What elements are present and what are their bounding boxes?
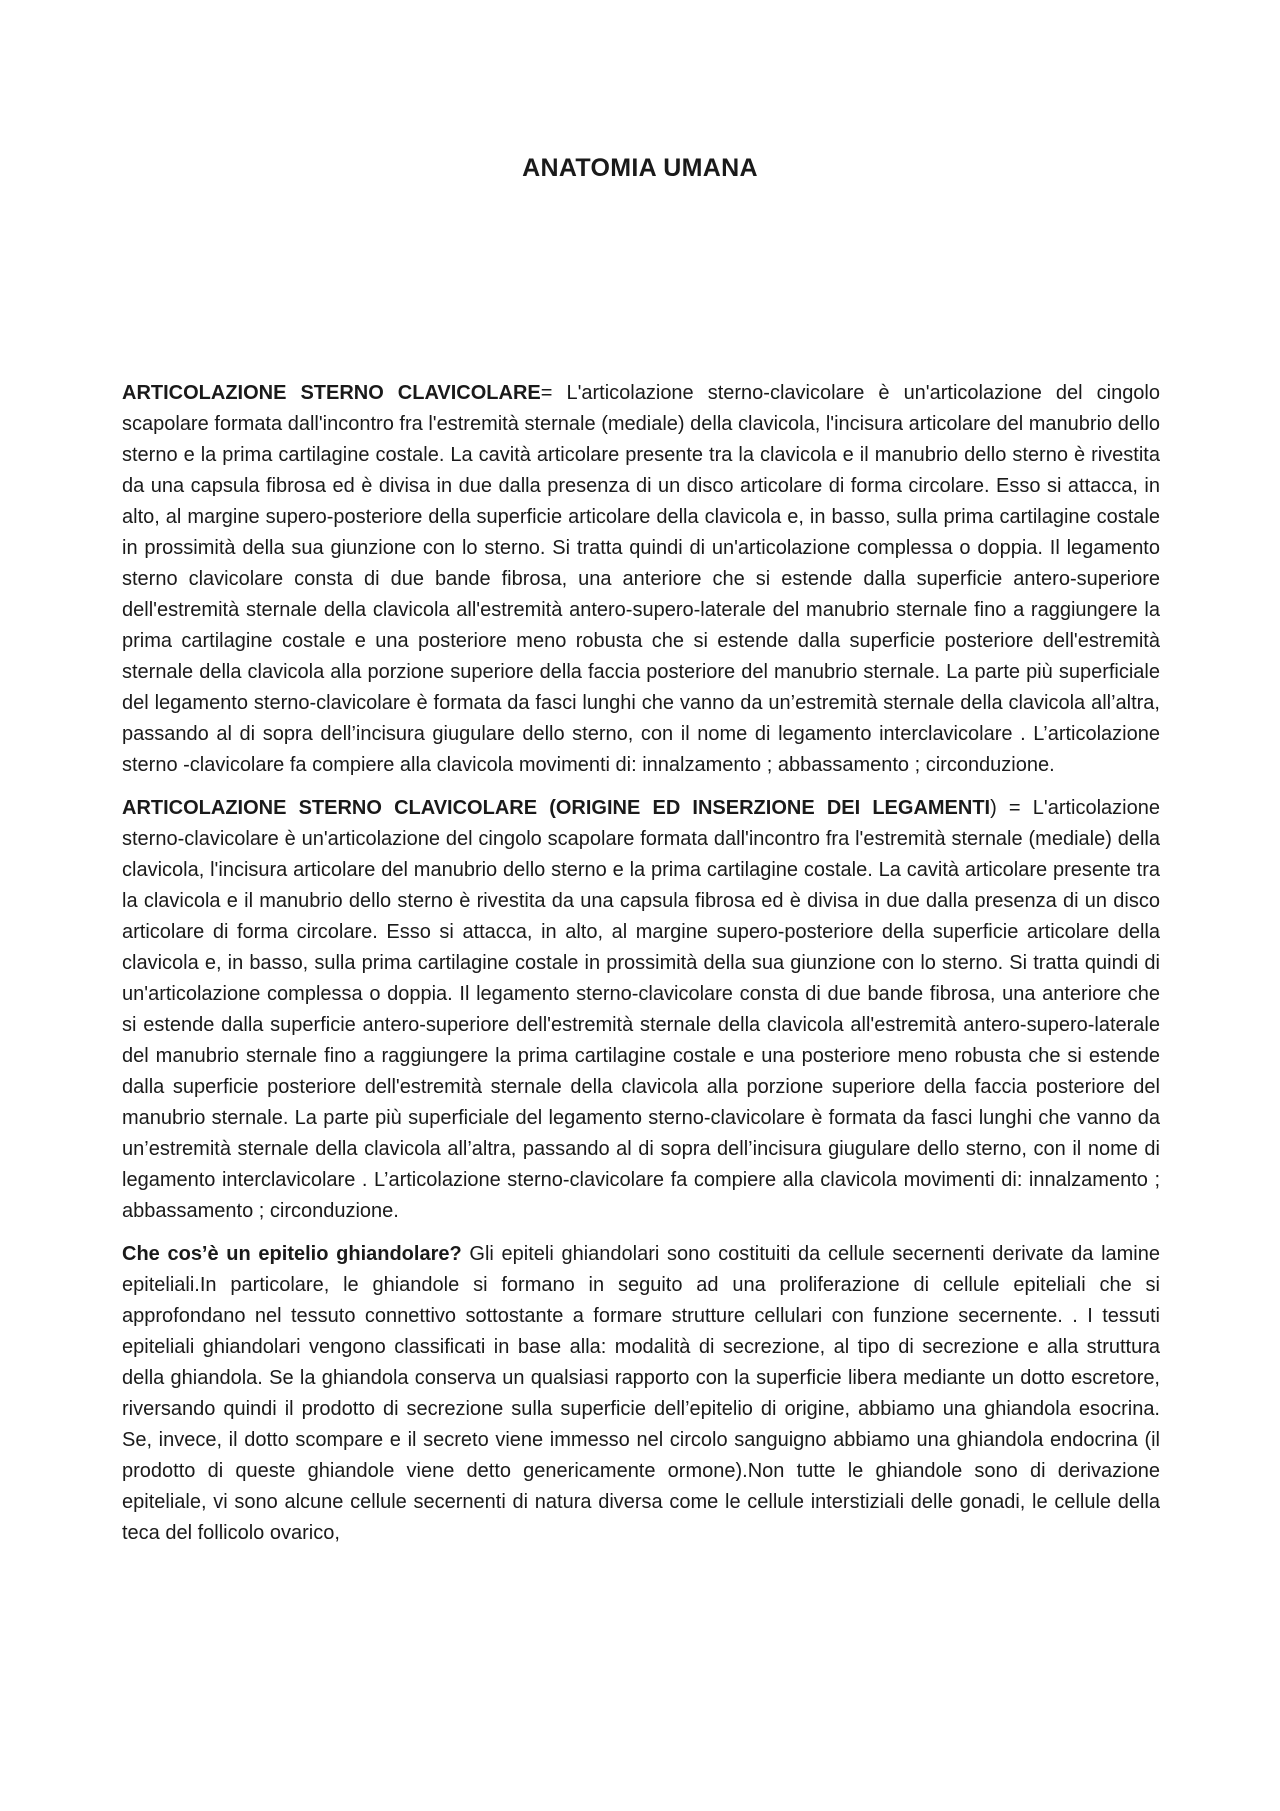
paragraph-text: = L'articolazione sterno-clavicolare è un'articolazione del cingolo scapolare formata dall'incontro fra l'estremità sternale (mediale) della clavicola, l'incisura articolare del manubrio dello sterno e la prima cartilagine costale. La cavità articolare presente tra la clavicola e il manubrio dello sterno è rivestita da una capsula fibrosa ed è divisa in due dalla presenza di un disco articolare di forma circolare. Esso si attacca, in alto, al margine supero-posteriore della superficie articolare della clavicola e, in basso, sulla prima cartilagine costale in prossimità della sua giunzione con lo sterno. Si tratta quindi di un'articolazione complessa o doppia. Il legamento sterno clavicolare consta di due bande fibrosa, una anteriore che si estende dalla superficie antero-superiore dell'estremità sternale della clavicola all'estremità antero-supero-laterale del manubrio sternale fino a raggiungere la prima cartilagine costale e una posteriore meno robusta che si estende dalla superficie posteriore dell'estremità sternale della clavicola alla porzione superiore della faccia posteriore del manubrio sternale. La parte più superficiale del legamento sterno-clavicolare è formata da fasci lunghi che vanno da un’estremità sternale della clavicola all’altra, passando al di sopra dell’incisura giugulare dello sterno, con il nome di legamento interclavicolare . L’articolazione sterno -clavicolare fa compiere alla clavicola movimenti di: innalzamento ; abbassamento ; circonduzione. bbox=[122, 382, 1160, 776]
paragraph-sterno-clavicolare bbox=[122, 378, 1160, 781]
paragraph-heading: ARTICOLAZIONE STERNO CLAVICOLARE (ORIGINE ED INSERZIONE DEI LEGAMENTI bbox=[122, 797, 991, 819]
document-body bbox=[122, 378, 1160, 1561]
paragraph-text: ) = L'articolazione sterno-clavicolare è un'articolazione del cingolo scapolare formata dall'incontro fra l'estremità sternale (mediale) della clavicola, l'incisura articolare del manubrio dello sterno e la prima cartilagine costale. La cavità articolare presente tra la clavicola e il manubrio dello sterno è rivestita da una capsula fibrosa ed è divisa in due dalla presenza di un disco articolare di forma circolare. Esso si attacca, in alto, al margine supero-posteriore della superficie articolare della clavicola e, in basso, sulla prima cartilagine costale in prossimità della sua giunzione con lo sterno. Si tratta quindi di un'articolazione complessa o doppia. Il legamento sterno-clavicolare consta di due bande fibrosa, una anteriore che si estende dalla superficie antero-superiore dell'estremità sternale della clavicola all'estremità antero-supero-laterale del manubrio sternale fino a raggiungere la prima cartilagine costale e una posteriore meno robusta che si estende dalla superficie posteriore dell'estremità sternale della clavicola alla porzione superiore della faccia posteriore del manubrio sternale. La parte più superficiale del legamento sterno-clavicolare è formata da fasci lunghi che vanno da un’estremità sternale della clavicola all’altra, passando al di sopra dell’incisura giugulare dello sterno, con il nome di legamento interclavicolare . L’articolazione sterno-clavicolare fa compiere alla clavicola movimenti di: innalzamento ; abbassamento ; circonduzione. bbox=[122, 797, 1160, 1222]
paragraph-sterno-clavicolare-legamenti bbox=[122, 793, 1160, 1227]
paragraph-heading: Che cos’è un epitelio ghiandolare? bbox=[122, 1243, 462, 1265]
paragraph-epitelio-ghiandolare bbox=[122, 1239, 1160, 1549]
paragraph-heading: ARTICOLAZIONE STERNO CLAVICOLARE bbox=[122, 382, 541, 404]
document-title: ANATOMIA UMANA bbox=[522, 154, 758, 182]
paragraph-text: Gli epiteli ghiandolari sono costituiti da cellule secernenti derivate da lamine epiteliali.In particolare, le ghiandole si formano in seguito ad una proliferazione di cellule epiteliali che si approfondano nel tessuto connettivo sottostante a formare strutture cellulari con funzione secernente. . I tessuti epiteliali ghiandolari vengono classificati in base alla: modalità di secrezione, al tipo di secrezione e alla struttura della ghiandola. Se la ghiandola conserva un qualsiasi rapporto con la superficie libera mediante un dotto escretore, riversando quindi il prodotto di secrezione sulla superficie dell’epitelio di origine, abbiamo una ghiandola esocrina. Se, invece, il dotto scompare e il secreto viene immesso nel circolo sanguigno abbiamo una ghiandola endocrina (il prodotto di queste ghiandole viene detto genericamente ormone).Non tutte le ghiandole sono di derivazione epiteliale, vi sono alcune cellule secernenti di natura diversa come le cellule interstiziali delle gonadi, le cellule della teca del follicolo ovarico, bbox=[122, 1243, 1160, 1544]
